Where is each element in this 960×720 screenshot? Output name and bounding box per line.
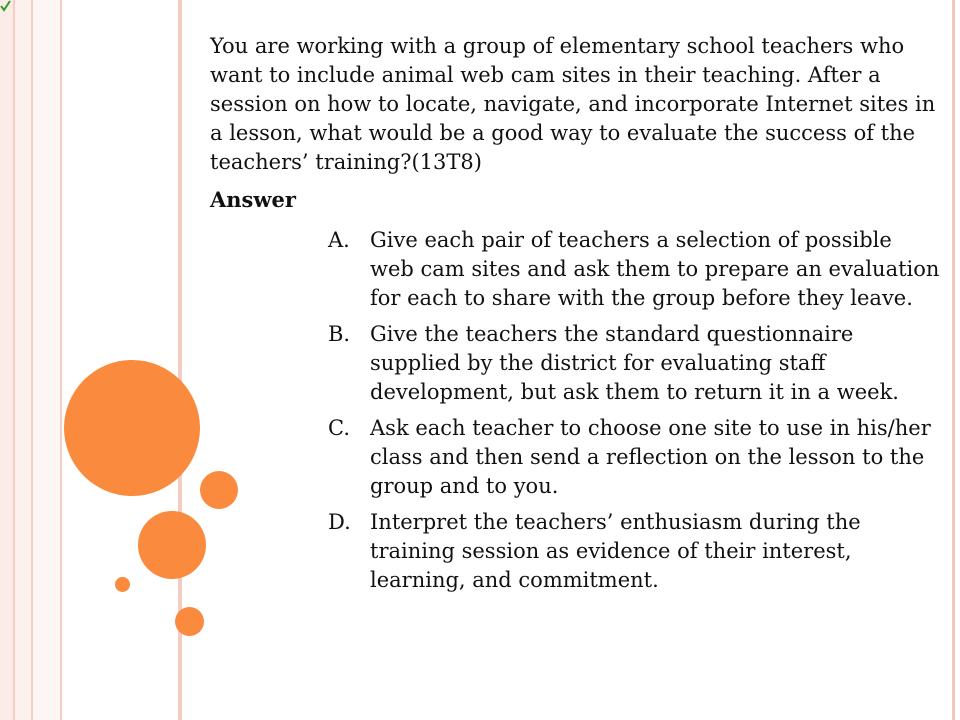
decor-frame-right <box>952 0 955 720</box>
decor-circle-small-bottom <box>175 607 204 636</box>
decor-stripe-2 <box>15 0 31 720</box>
option-letter: B. <box>328 322 351 346</box>
answer-heading: Answer <box>210 187 296 212</box>
option-text: Interpret the teachers’ enthusiasm during the training session as evidence of their interest, learning, and commitment. <box>370 510 861 592</box>
answer-options <box>210 226 940 595</box>
decor-stripe-1 <box>0 0 13 720</box>
decor-stripe-3 <box>33 0 60 720</box>
option-b <box>210 320 940 407</box>
option-letter: D. <box>328 510 351 534</box>
decor-circle-large <box>64 360 200 496</box>
option-d <box>210 508 940 595</box>
check-icon <box>0 0 11 12</box>
decor-circle-tiny <box>115 577 130 592</box>
decor-circle-medium <box>138 511 206 579</box>
option-c <box>210 414 940 501</box>
option-letter: C. <box>328 416 350 440</box>
option-a <box>210 226 940 313</box>
question-text: You are working with a group of elementary school teachers who want to include animal web cam sites in their teaching. After a session on how to locate, navigate, and incorporate Internet sites in a lesson, what would be a good way to evaluate the success of the teachers’ training?(13T8) <box>210 34 936 174</box>
option-text: Give each pair of teachers a selection of possible web cam sites and ask them to prepare an evaluation for each to share with the group before they leave. <box>370 228 940 310</box>
option-letter: A. <box>328 228 350 252</box>
option-text: Give the teachers the standard questionnaire supplied by the district for evaluating staff development, but ask them to return it in a week. <box>370 322 899 404</box>
slide-content <box>210 32 940 602</box>
option-text: Ask each teacher to choose one site to use in his/her class and then send a reflection on the lesson to the group and to you. <box>370 416 931 498</box>
